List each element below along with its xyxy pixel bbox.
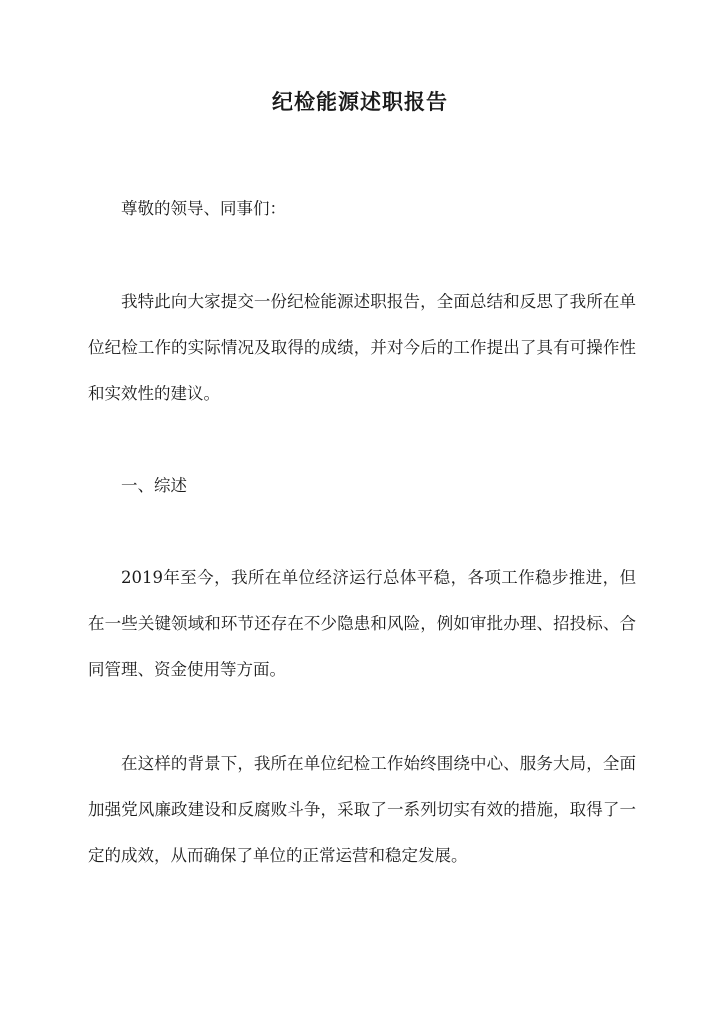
section-paragraph-2-block xyxy=(88,741,636,879)
section-heading-block xyxy=(88,463,636,509)
salutation-text: 尊敬的领导、同事们： xyxy=(121,199,286,218)
section-paragraph-2: 在这样的背景下，我所在单位纪检工作始终围绕中心、服务大局，全面加强党风廉政建设和反腐败斗争，采取了一系列切实有效的措施，取得了一定的成效，从而确保了单位的正常运营和稳定发展。 xyxy=(88,754,636,865)
document-title: 纪检能源述职报告 xyxy=(272,89,448,114)
section-paragraph-1: 2019年至今，我所在单位经济运行总体平稳，各项工作稳步推进，但在一些关键领域和环节还存在不少隐患和风险，例如审批办理、招投标、合同管理、资金使用等方面。 xyxy=(88,568,636,679)
intro-block xyxy=(88,279,636,417)
section-paragraph-1-block xyxy=(88,555,636,693)
intro-paragraph: 我特此向大家提交一份纪检能源述职报告，全面总结和反思了我所在单位纪检工作的实际情况及取得的成绩，并对今后的工作提出了具有可操作性和实效性的建议。 xyxy=(88,292,636,403)
section-heading: 一、综述 xyxy=(121,476,187,495)
salutation-block xyxy=(88,186,636,232)
